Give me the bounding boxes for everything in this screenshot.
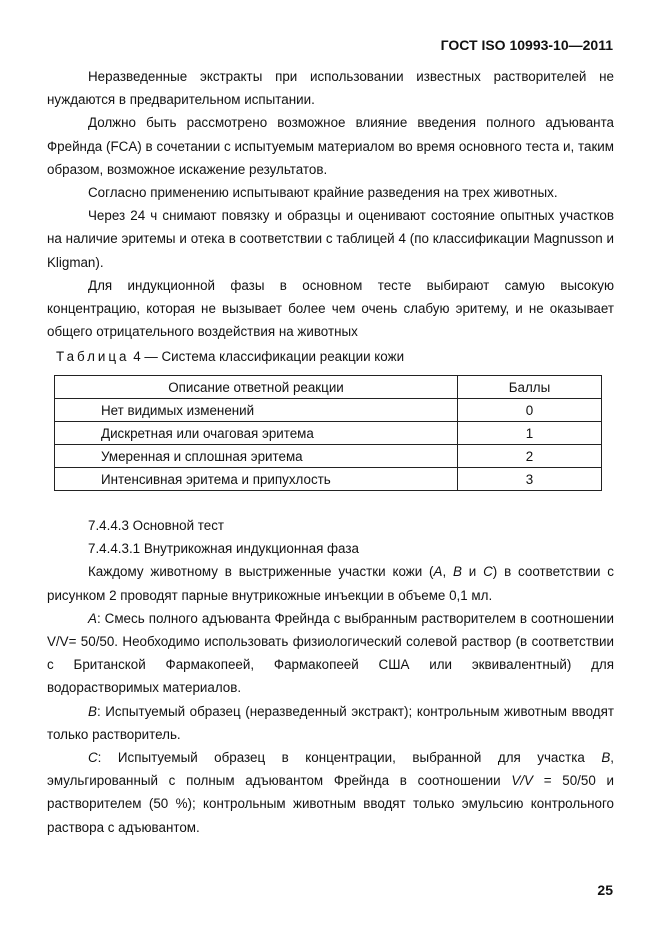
text-span: Каждому животному в выстриженные участки кожи ( xyxy=(88,564,434,580)
site-label: B xyxy=(88,703,97,719)
table-cell-score: 1 xyxy=(458,422,602,445)
paragraph-site-b xyxy=(47,700,614,746)
paragraph: Согласно применению испытывают крайние разведения на трех животных. xyxy=(88,185,558,201)
ratio-label: V/V xyxy=(511,773,533,789)
site-label: A xyxy=(88,610,97,626)
text-span: : Испытуемый образец в концентрации, выбранной для участка xyxy=(97,750,602,766)
paragraph-site-a xyxy=(47,607,614,700)
intro-text xyxy=(47,65,614,343)
skin-reaction-table xyxy=(54,375,602,491)
table-cell-description: Дискретная или очаговая эритема xyxy=(55,422,458,445)
text-span: ) в соответствии с рисунком 2 проводят парные внутрикожные инъекции в объеме 0,1 мл. xyxy=(47,564,614,603)
main-test-section xyxy=(47,514,614,839)
column-header-score: Баллы xyxy=(458,376,602,399)
table-caption-word: Таблица xyxy=(56,349,130,364)
text-span: , xyxy=(442,564,453,580)
text-span: : Смесь полного адъюванта Фрейнда с выбранным растворителем в соотношении V/V= 50/50. Необходимо использовать физиологический солевой раствор (в соответствии с Британской Фармакопеей, Фармакопеей США или эквивалентный) для водорастворимых материалов. xyxy=(47,610,614,696)
table-row xyxy=(55,468,602,491)
site-label: A xyxy=(433,564,443,580)
text-span: , эмульгированный с полным адъювантом Фрейнда в соотношении xyxy=(47,750,614,789)
text-span: и xyxy=(461,564,484,580)
text-span: = 50/50 и растворителем (50 %); контрольным животным вводят только эмульсию контрольного раствора с адъювантом. xyxy=(47,773,614,835)
table-cell-description: Интенсивная эритема и припухлость xyxy=(55,468,458,491)
table-cell-score: 2 xyxy=(458,445,602,468)
paragraph: Должно быть рассмотрено возможное влияние введения полного адъюванта Фрейнда (FCA) в сочетании с испытуемым материалом во время основного теста и, таким образом, возможное искажение результатов. xyxy=(47,115,614,177)
page-number: 25 xyxy=(597,882,613,898)
site-label: C xyxy=(483,564,493,580)
table-row xyxy=(55,422,602,445)
table-header-row xyxy=(55,376,602,399)
paragraph-site-c xyxy=(47,746,614,839)
document-header: ГОСТ ISO 10993-10—2011 xyxy=(440,37,613,53)
paragraph: Неразведенные экстракты при использовании известных растворителей не нуждаются в предварительном испытании. xyxy=(47,69,614,108)
site-label: C xyxy=(88,750,98,766)
table-caption xyxy=(56,349,404,364)
table-cell-description: Умеренная и сплошная эритема xyxy=(55,445,458,468)
column-header-description: Описание ответной реакции xyxy=(55,376,458,399)
table-row xyxy=(55,399,602,422)
section-heading: 7.4.4.3 Основной тест xyxy=(88,518,225,533)
paragraph: Для индукционной фазы в основном тесте выбирают самую высокую концентрацию, которая не вызывает более чем очень слабую эритему, и не оказывает общего отрицательного воздействия на животных xyxy=(47,277,614,340)
table-cell-score: 0 xyxy=(458,399,602,422)
table-cell-description: Нет видимых изменений xyxy=(55,399,458,422)
paragraph: Через 24 ч снимают повязку и образцы и оценивают состояние опытных участков на наличие эритемы и отека в соответствии с таблицей 4 (по классификации Magnusson и Kligman). xyxy=(47,208,614,270)
site-label: B xyxy=(453,564,462,580)
text-span: : Испытуемый образец (неразведенный экстракт); контрольным животным вводят только растворитель. xyxy=(47,703,614,742)
table-cell-score: 3 xyxy=(458,468,602,491)
subsection-heading: 7.4.4.3.1 Внутрикожная индукционная фаза xyxy=(88,541,359,557)
table-row xyxy=(55,445,602,468)
paragraph-injection-intro xyxy=(47,560,614,606)
site-label: B xyxy=(601,750,611,766)
table-caption-title: 4 — Система классификации реакции кожи xyxy=(129,349,405,364)
